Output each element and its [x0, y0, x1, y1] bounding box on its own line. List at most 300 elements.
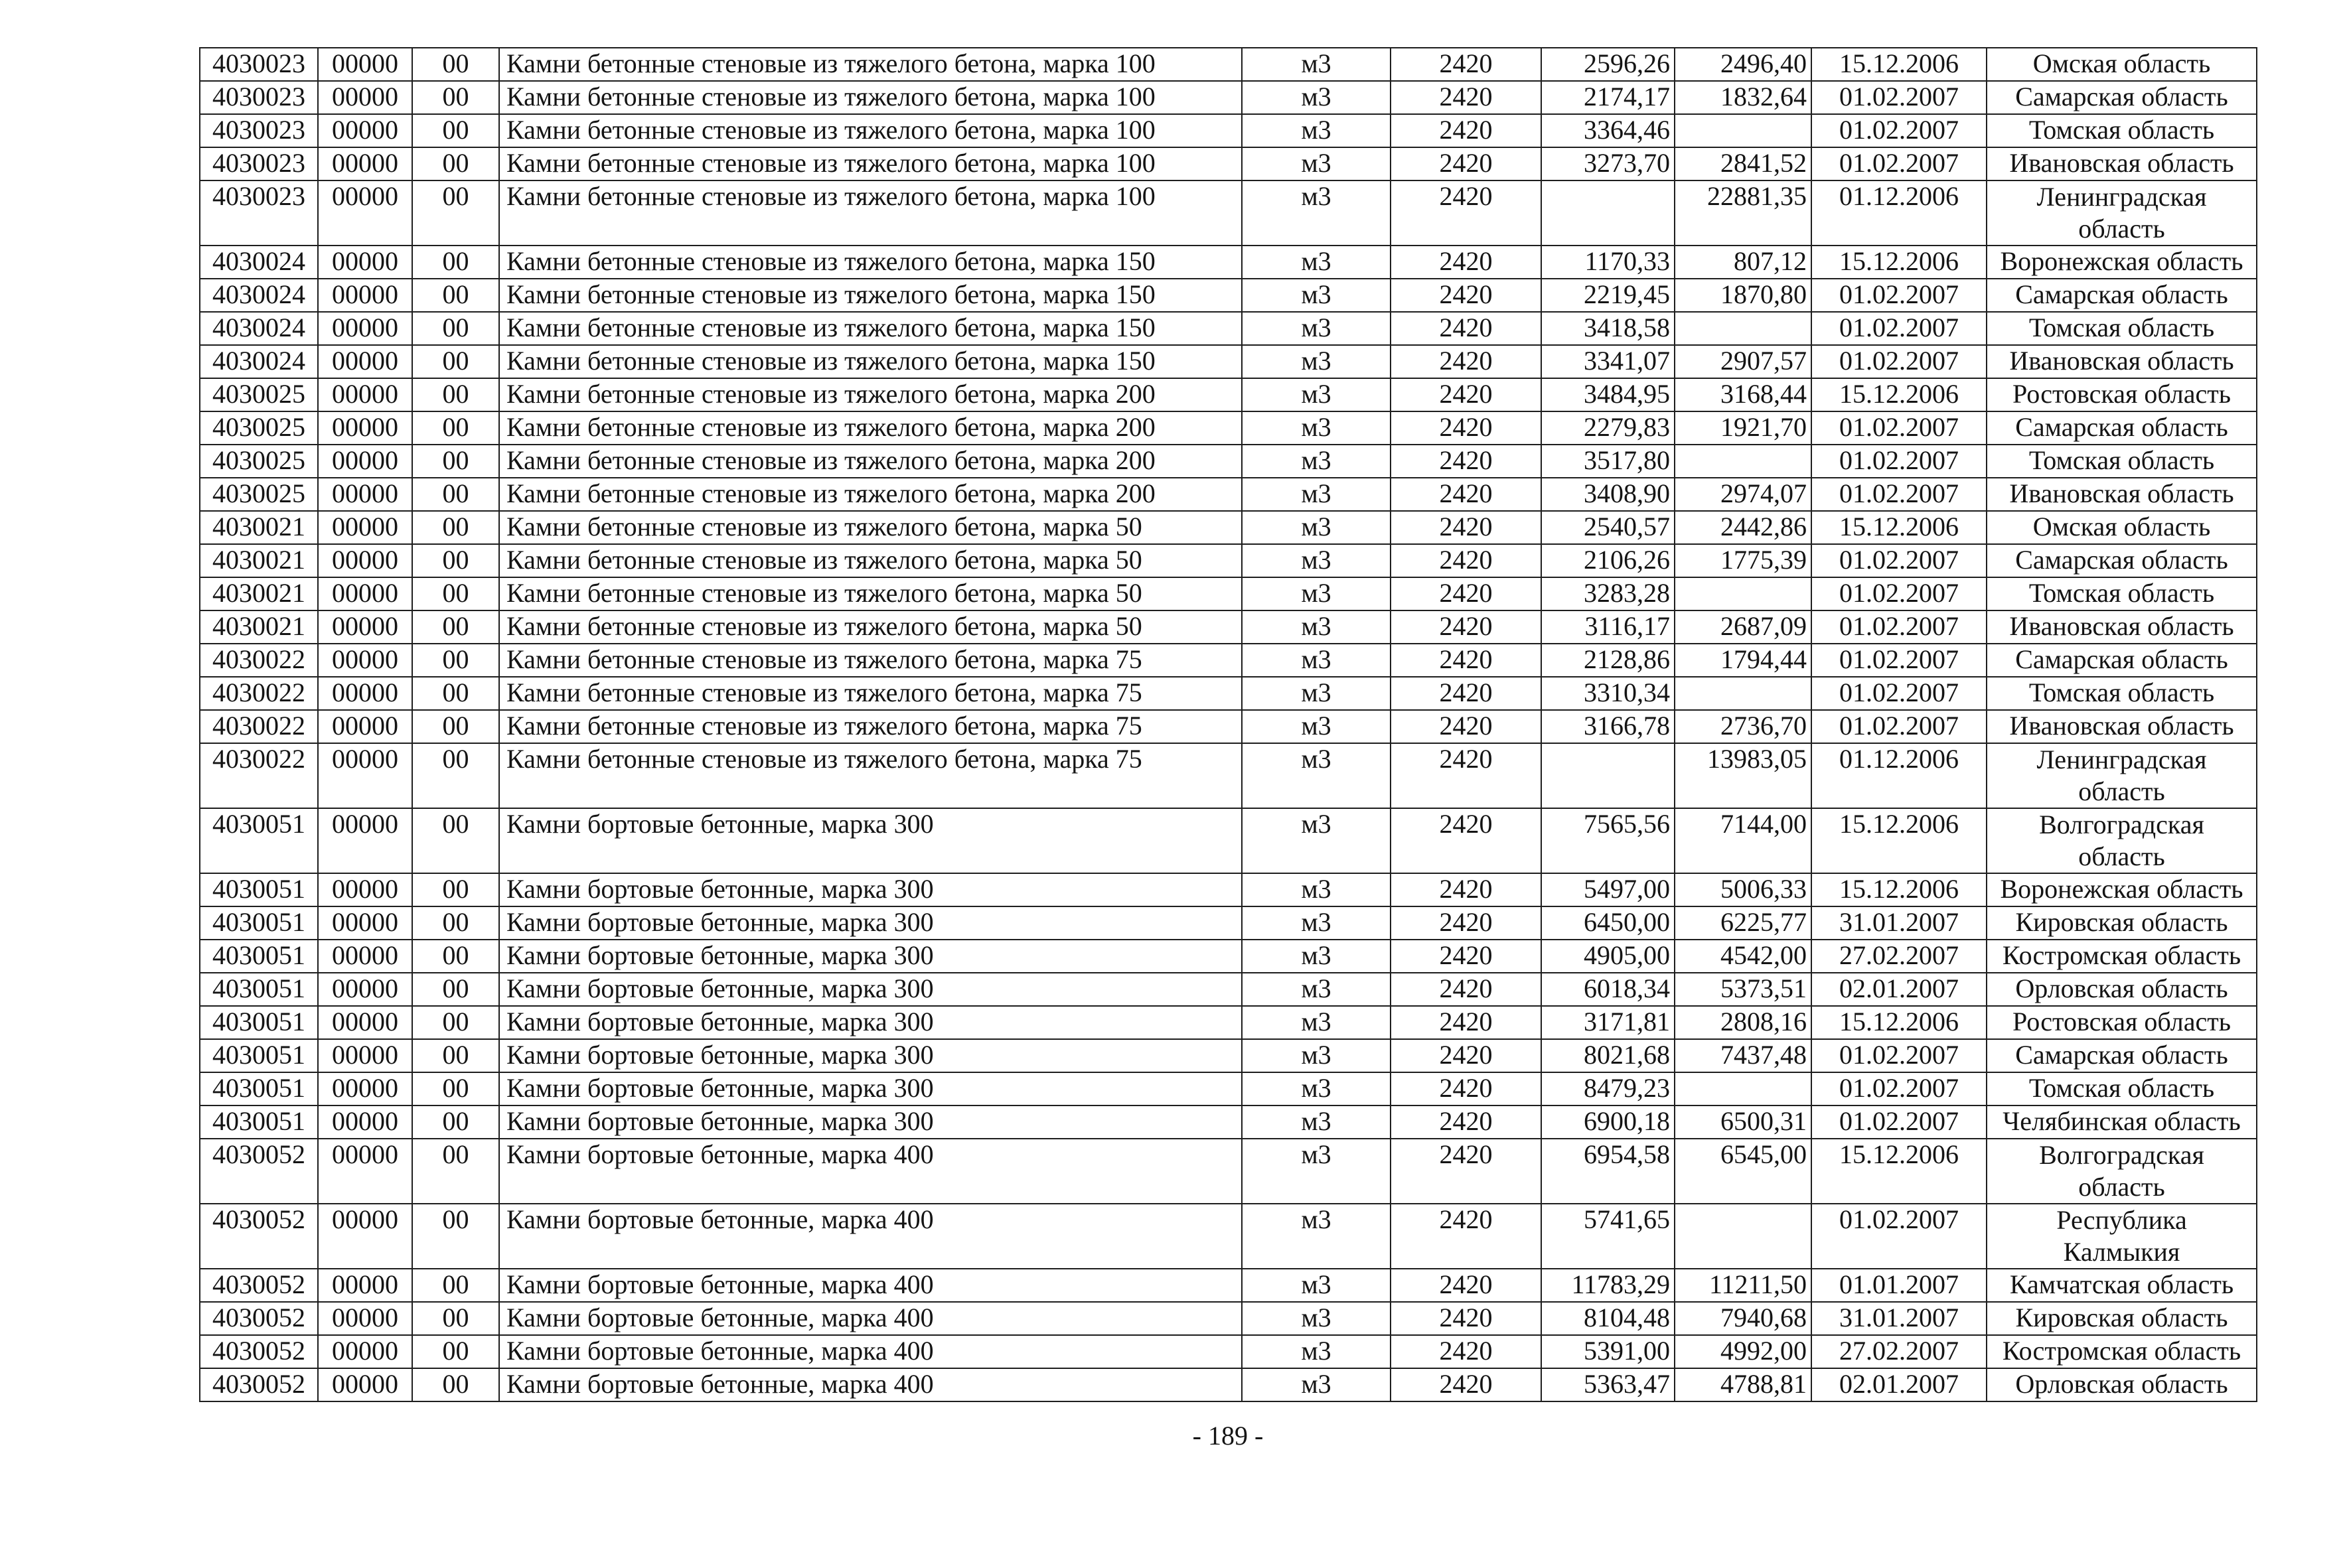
cell-date: 01.02.2007 [1811, 1072, 1987, 1105]
cell-name: Камни бетонные стеновые из тяжелого бетона, марка 100 [499, 81, 1242, 114]
cell-price-2: 6225,77 [1675, 906, 1811, 940]
cell-code: 4030025 [200, 445, 318, 478]
cell-name: Камни бетонные стеновые из тяжелого бетона, марка 200 [499, 378, 1242, 411]
cell-price-1 [1541, 743, 1675, 808]
cell-price-1: 2279,83 [1541, 411, 1675, 445]
cell-number: 2420 [1391, 906, 1541, 940]
table-row [200, 1039, 2257, 1072]
table-row [200, 873, 2257, 906]
cell-unit: м3 [1242, 644, 1391, 677]
cell-region: Ивановская область [1987, 710, 2257, 743]
cell-price-2: 807,12 [1675, 246, 1811, 279]
cell-name: Камни бортовые бетонные, марка 300 [499, 1072, 1242, 1105]
cell-price-2 [1675, 1072, 1811, 1105]
cell-price-1: 3166,78 [1541, 710, 1675, 743]
cell-number: 2420 [1391, 644, 1541, 677]
cell-unit: м3 [1242, 312, 1391, 345]
cell-code: 4030024 [200, 246, 318, 279]
cell-number: 2420 [1391, 1368, 1541, 1401]
cell-price-1: 3484,95 [1541, 378, 1675, 411]
cell-code: 4030025 [200, 378, 318, 411]
cell-price-2: 2974,07 [1675, 478, 1811, 511]
cell-price-2: 1870,80 [1675, 279, 1811, 312]
cell-price-2 [1675, 677, 1811, 710]
cell-code: 4030051 [200, 973, 318, 1006]
cell-version: 00 [412, 940, 499, 973]
cell-unit: м3 [1242, 180, 1391, 246]
cell-date: 15.12.2006 [1811, 511, 1987, 544]
cell-number: 2420 [1391, 940, 1541, 973]
cell-number: 2420 [1391, 677, 1541, 710]
cell-number: 2420 [1391, 544, 1541, 577]
cell-price-1 [1541, 180, 1675, 246]
cell-date: 01.02.2007 [1811, 445, 1987, 478]
cell-region: Орловская область [1987, 973, 2257, 1006]
cell-region: Костромская область [1987, 1335, 2257, 1368]
cell-subcode: 00000 [318, 511, 412, 544]
cell-unit: м3 [1242, 577, 1391, 610]
cell-code: 4030052 [200, 1335, 318, 1368]
cell-code: 4030022 [200, 677, 318, 710]
table-row [200, 1139, 2257, 1204]
cell-name: Камни бортовые бетонные, марка 300 [499, 973, 1242, 1006]
cell-name: Камни бортовые бетонные, марка 300 [499, 940, 1242, 973]
cell-price-2: 5373,51 [1675, 973, 1811, 1006]
cell-subcode: 00000 [318, 743, 412, 808]
cell-date: 02.01.2007 [1811, 1368, 1987, 1401]
cell-region: Ростовская область [1987, 1006, 2257, 1039]
cell-price-2: 7437,48 [1675, 1039, 1811, 1072]
table-row [200, 81, 2257, 114]
cell-region: Самарская область [1987, 279, 2257, 312]
cell-code: 4030052 [200, 1368, 318, 1401]
cell-name: Камни бетонные стеновые из тяжелого бетона, марка 75 [499, 644, 1242, 677]
cell-code: 4030051 [200, 808, 318, 873]
cell-region: Кировская область [1987, 1302, 2257, 1335]
cell-date: 01.02.2007 [1811, 345, 1987, 378]
cell-code: 4030051 [200, 1105, 318, 1139]
cell-subcode: 00000 [318, 808, 412, 873]
cell-version: 00 [412, 1072, 499, 1105]
cell-subcode: 00000 [318, 246, 412, 279]
cell-code: 4030051 [200, 1006, 318, 1039]
table-row [200, 114, 2257, 147]
cell-code: 4030025 [200, 478, 318, 511]
cell-name: Камни бортовые бетонные, марка 400 [499, 1368, 1242, 1401]
cell-price-1: 7565,56 [1541, 808, 1675, 873]
cell-date: 01.02.2007 [1811, 610, 1987, 644]
cell-subcode: 00000 [318, 906, 412, 940]
cell-subcode: 00000 [318, 1204, 412, 1269]
cell-version: 00 [412, 81, 499, 114]
cell-version: 00 [412, 478, 499, 511]
cell-region: Томская область [1987, 445, 2257, 478]
cell-unit: м3 [1242, 1204, 1391, 1269]
cell-price-2: 4788,81 [1675, 1368, 1811, 1401]
cell-region: Томская область [1987, 1072, 2257, 1105]
cell-number: 2420 [1391, 1335, 1541, 1368]
cell-region: Ивановская область [1987, 147, 2257, 180]
cell-date: 01.02.2007 [1811, 577, 1987, 610]
cell-version: 00 [412, 511, 499, 544]
cell-price-2: 6500,31 [1675, 1105, 1811, 1139]
cell-version: 00 [412, 345, 499, 378]
cell-subcode: 00000 [318, 81, 412, 114]
cell-region: Самарская область [1987, 81, 2257, 114]
cell-number: 2420 [1391, 411, 1541, 445]
table-row [200, 544, 2257, 577]
cell-date: 01.02.2007 [1811, 312, 1987, 345]
cell-unit: м3 [1242, 48, 1391, 81]
table-row [200, 808, 2257, 873]
cell-price-2: 2907,57 [1675, 345, 1811, 378]
cell-subcode: 00000 [318, 1072, 412, 1105]
cell-name: Камни бетонные стеновые из тяжелого бетона, марка 150 [499, 246, 1242, 279]
cell-subcode: 00000 [318, 48, 412, 81]
cell-version: 00 [412, 1368, 499, 1401]
cell-unit: м3 [1242, 114, 1391, 147]
cell-code: 4030024 [200, 345, 318, 378]
cell-region: Томская область [1987, 114, 2257, 147]
cell-name: Камни бортовые бетонные, марка 400 [499, 1335, 1242, 1368]
cell-version: 00 [412, 1302, 499, 1335]
cell-subcode: 00000 [318, 312, 412, 345]
cell-region: Ростовская область [1987, 378, 2257, 411]
cell-name: Камни бетонные стеновые из тяжелого бетона, марка 100 [499, 48, 1242, 81]
table-row [200, 1302, 2257, 1335]
cell-version: 00 [412, 312, 499, 345]
cell-region: Кировская область [1987, 906, 2257, 940]
cell-number: 2420 [1391, 1039, 1541, 1072]
cell-price-1: 6450,00 [1541, 906, 1675, 940]
cell-unit: м3 [1242, 873, 1391, 906]
cell-subcode: 00000 [318, 677, 412, 710]
cell-number: 2420 [1391, 1302, 1541, 1335]
cell-date: 01.12.2006 [1811, 743, 1987, 808]
table-row [200, 345, 2257, 378]
cell-name: Камни бетонные стеновые из тяжелого бетона, марка 75 [499, 743, 1242, 808]
cell-version: 00 [412, 1139, 499, 1204]
cell-price-2: 2442,86 [1675, 511, 1811, 544]
cell-subcode: 00000 [318, 378, 412, 411]
cell-number: 2420 [1391, 445, 1541, 478]
cell-version: 00 [412, 378, 499, 411]
cell-subcode: 00000 [318, 1039, 412, 1072]
cell-number: 2420 [1391, 873, 1541, 906]
cell-code: 4030023 [200, 114, 318, 147]
region-text: Волгоградская область [2039, 810, 2204, 871]
cell-region: Ивановская область [1987, 478, 2257, 511]
cell-name: Камни бетонные стеновые из тяжелого бетона, марка 50 [499, 511, 1242, 544]
cell-date: 01.02.2007 [1811, 81, 1987, 114]
cell-version: 00 [412, 1039, 499, 1072]
cell-unit: м3 [1242, 743, 1391, 808]
cell-date: 01.02.2007 [1811, 1039, 1987, 1072]
cell-price-2: 11211,50 [1675, 1269, 1811, 1302]
cell-name: Камни бетонные стеновые из тяжелого бетона, марка 100 [499, 147, 1242, 180]
cell-price-1: 4905,00 [1541, 940, 1675, 973]
cell-name: Камни бетонные стеновые из тяжелого бетона, марка 100 [499, 180, 1242, 246]
cell-code: 4030051 [200, 1039, 318, 1072]
cell-unit: м3 [1242, 345, 1391, 378]
cell-code: 4030052 [200, 1269, 318, 1302]
cell-date: 01.01.2007 [1811, 1269, 1987, 1302]
cell-code: 4030051 [200, 906, 318, 940]
cell-name: Камни бетонные стеновые из тяжелого бетона, марка 75 [499, 677, 1242, 710]
table-row [200, 710, 2257, 743]
cell-price-1: 8479,23 [1541, 1072, 1675, 1105]
cell-unit: м3 [1242, 246, 1391, 279]
table-row [200, 1105, 2257, 1139]
cell-name: Камни бортовые бетонные, марка 400 [499, 1204, 1242, 1269]
cell-name: Камни бортовые бетонные, марка 300 [499, 906, 1242, 940]
cell-subcode: 00000 [318, 610, 412, 644]
region-text: Ленинградская область [2036, 182, 2207, 244]
cell-name: Камни бетонные стеновые из тяжелого бетона, марка 75 [499, 710, 1242, 743]
cell-code: 4030023 [200, 180, 318, 246]
cell-date: 15.12.2006 [1811, 48, 1987, 81]
region-text: Волгоградская область [2039, 1140, 2204, 1202]
table-row [200, 577, 2257, 610]
cell-price-1: 3116,17 [1541, 610, 1675, 644]
cell-subcode: 00000 [318, 1302, 412, 1335]
cell-subcode: 00000 [318, 973, 412, 1006]
table-row [200, 147, 2257, 180]
cell-code: 4030052 [200, 1204, 318, 1269]
cell-date: 15.12.2006 [1811, 1006, 1987, 1039]
cell-region [1987, 1139, 2257, 1204]
cell-unit: м3 [1242, 808, 1391, 873]
table-row [200, 279, 2257, 312]
cell-region: Томская область [1987, 677, 2257, 710]
cell-name: Камни бортовые бетонные, марка 400 [499, 1302, 1242, 1335]
table-row [200, 1204, 2257, 1269]
table-row [200, 743, 2257, 808]
cell-price-2 [1675, 445, 1811, 478]
cell-region: Самарская область [1987, 1039, 2257, 1072]
cell-unit: м3 [1242, 1302, 1391, 1335]
cell-date: 02.01.2007 [1811, 973, 1987, 1006]
table-row [200, 1368, 2257, 1401]
cell-price-2: 2841,52 [1675, 147, 1811, 180]
cell-number: 2420 [1391, 743, 1541, 808]
cell-region [1987, 180, 2257, 246]
cell-unit: м3 [1242, 81, 1391, 114]
cell-price-2: 2496,40 [1675, 48, 1811, 81]
cell-unit: м3 [1242, 1269, 1391, 1302]
cell-price-2: 6545,00 [1675, 1139, 1811, 1204]
cell-price-1: 8021,68 [1541, 1039, 1675, 1072]
cell-name: Камни бортовые бетонные, марка 300 [499, 873, 1242, 906]
cell-region: Ивановская область [1987, 345, 2257, 378]
cell-name: Камни бортовые бетонные, марка 300 [499, 808, 1242, 873]
cell-price-1: 6900,18 [1541, 1105, 1675, 1139]
cell-price-1: 6018,34 [1541, 973, 1675, 1006]
cell-unit: м3 [1242, 279, 1391, 312]
cell-unit: м3 [1242, 610, 1391, 644]
cell-version: 00 [412, 246, 499, 279]
cell-date: 01.02.2007 [1811, 677, 1987, 710]
cell-region [1987, 808, 2257, 873]
cell-subcode: 00000 [318, 1139, 412, 1204]
cell-subcode: 00000 [318, 279, 412, 312]
cell-price-1: 2219,45 [1541, 279, 1675, 312]
cell-price-1: 5497,00 [1541, 873, 1675, 906]
cell-region: Орловская область [1987, 1368, 2257, 1401]
cell-version: 00 [412, 544, 499, 577]
cell-code: 4030021 [200, 610, 318, 644]
cell-date: 01.02.2007 [1811, 710, 1987, 743]
cell-number: 2420 [1391, 808, 1541, 873]
cell-date: 27.02.2007 [1811, 940, 1987, 973]
cell-unit: м3 [1242, 478, 1391, 511]
table-row [200, 48, 2257, 81]
cell-version: 00 [412, 1204, 499, 1269]
cell-region: Воронежская область [1987, 246, 2257, 279]
cell-number: 2420 [1391, 246, 1541, 279]
cell-subcode: 00000 [318, 411, 412, 445]
cell-date: 01.02.2007 [1811, 544, 1987, 577]
cell-unit: м3 [1242, 906, 1391, 940]
cell-price-2: 2808,16 [1675, 1006, 1811, 1039]
cell-version: 00 [412, 610, 499, 644]
cell-version: 00 [412, 1006, 499, 1039]
cell-region [1987, 743, 2257, 808]
cell-name: Камни бортовые бетонные, марка 300 [499, 1039, 1242, 1072]
cell-price-1: 5363,47 [1541, 1368, 1675, 1401]
cell-version: 00 [412, 1335, 499, 1368]
cell-price-1: 3171,81 [1541, 1006, 1675, 1039]
cell-code: 4030021 [200, 577, 318, 610]
cell-unit: м3 [1242, 411, 1391, 445]
cell-subcode: 00000 [318, 180, 412, 246]
cell-price-1: 8104,48 [1541, 1302, 1675, 1335]
cell-price-1: 5741,65 [1541, 1204, 1675, 1269]
cell-number: 2420 [1391, 1139, 1541, 1204]
cell-region: Омская область [1987, 48, 2257, 81]
cell-unit: м3 [1242, 1072, 1391, 1105]
cell-number: 2420 [1391, 147, 1541, 180]
cell-unit: м3 [1242, 378, 1391, 411]
cell-subcode: 00000 [318, 544, 412, 577]
cell-date: 15.12.2006 [1811, 1139, 1987, 1204]
cell-code: 4030023 [200, 81, 318, 114]
cell-price-1: 1170,33 [1541, 246, 1675, 279]
cell-price-2 [1675, 1204, 1811, 1269]
cell-price-2: 7144,00 [1675, 808, 1811, 873]
cell-version: 00 [412, 973, 499, 1006]
cell-unit: м3 [1242, 710, 1391, 743]
cell-price-1: 2174,17 [1541, 81, 1675, 114]
cell-region: Камчатская область [1987, 1269, 2257, 1302]
cell-number: 2420 [1391, 610, 1541, 644]
cell-number: 2420 [1391, 312, 1541, 345]
cell-number: 2420 [1391, 1105, 1541, 1139]
cell-code: 4030023 [200, 48, 318, 81]
cell-unit: м3 [1242, 973, 1391, 1006]
cell-price-2: 7940,68 [1675, 1302, 1811, 1335]
table-row [200, 478, 2257, 511]
cell-number: 2420 [1391, 973, 1541, 1006]
cell-unit: м3 [1242, 1368, 1391, 1401]
cell-code: 4030051 [200, 1072, 318, 1105]
cell-region: Самарская область [1987, 411, 2257, 445]
cell-price-1: 3408,90 [1541, 478, 1675, 511]
cell-region: Самарская область [1987, 644, 2257, 677]
cell-subcode: 00000 [318, 873, 412, 906]
cell-price-1: 3341,07 [1541, 345, 1675, 378]
cell-name: Камни бетонные стеновые из тяжелого бетона, марка 50 [499, 577, 1242, 610]
cell-code: 4030022 [200, 710, 318, 743]
cell-name: Камни бетонные стеновые из тяжелого бетона, марка 50 [499, 610, 1242, 644]
cell-price-1: 2596,26 [1541, 48, 1675, 81]
cell-name: Камни бетонные стеновые из тяжелого бетона, марка 200 [499, 478, 1242, 511]
cell-price-1: 2106,26 [1541, 544, 1675, 577]
cell-date: 01.02.2007 [1811, 644, 1987, 677]
cell-code: 4030021 [200, 511, 318, 544]
region-text: Республика Калмыкия [2056, 1205, 2187, 1267]
cell-name: Камни бортовые бетонные, марка 300 [499, 1105, 1242, 1139]
cell-price-1: 3310,34 [1541, 677, 1675, 710]
cell-version: 00 [412, 677, 499, 710]
cell-unit: м3 [1242, 1039, 1391, 1072]
cell-date: 31.01.2007 [1811, 906, 1987, 940]
cell-name: Камни бетонные стеновые из тяжелого бетона, марка 200 [499, 411, 1242, 445]
cell-unit: м3 [1242, 445, 1391, 478]
cell-version: 00 [412, 411, 499, 445]
cell-number: 2420 [1391, 180, 1541, 246]
cell-subcode: 00000 [318, 114, 412, 147]
cell-version: 00 [412, 48, 499, 81]
cell-price-1: 3364,46 [1541, 114, 1675, 147]
cell-date: 01.02.2007 [1811, 147, 1987, 180]
cell-region [1987, 1204, 2257, 1269]
cell-price-2 [1675, 577, 1811, 610]
table-row [200, 973, 2257, 1006]
cell-date: 01.02.2007 [1811, 1105, 1987, 1139]
price-table [199, 47, 2257, 1402]
table-row [200, 1072, 2257, 1105]
table-body [200, 48, 2257, 1401]
cell-version: 00 [412, 147, 499, 180]
cell-price-2: 3168,44 [1675, 378, 1811, 411]
cell-price-2: 1794,44 [1675, 644, 1811, 677]
cell-price-1: 5391,00 [1541, 1335, 1675, 1368]
table-row [200, 906, 2257, 940]
table-row [200, 246, 2257, 279]
cell-name: Камни бетонные стеновые из тяжелого бетона, марка 150 [499, 312, 1242, 345]
cell-price-1: 3283,28 [1541, 577, 1675, 610]
cell-version: 00 [412, 743, 499, 808]
table-row [200, 378, 2257, 411]
cell-date: 01.02.2007 [1811, 411, 1987, 445]
cell-price-1: 3418,58 [1541, 312, 1675, 345]
cell-unit: м3 [1242, 1335, 1391, 1368]
cell-price-1: 3273,70 [1541, 147, 1675, 180]
page-number: - 189 - [1192, 1421, 1264, 1451]
cell-date: 27.02.2007 [1811, 1335, 1987, 1368]
cell-region: Челябинская область [1987, 1105, 2257, 1139]
cell-number: 2420 [1391, 1269, 1541, 1302]
cell-version: 00 [412, 114, 499, 147]
cell-version: 00 [412, 644, 499, 677]
cell-version: 00 [412, 279, 499, 312]
cell-price-2: 5006,33 [1675, 873, 1811, 906]
cell-subcode: 00000 [318, 1269, 412, 1302]
cell-unit: м3 [1242, 1006, 1391, 1039]
cell-subcode: 00000 [318, 940, 412, 973]
table-row [200, 312, 2257, 345]
